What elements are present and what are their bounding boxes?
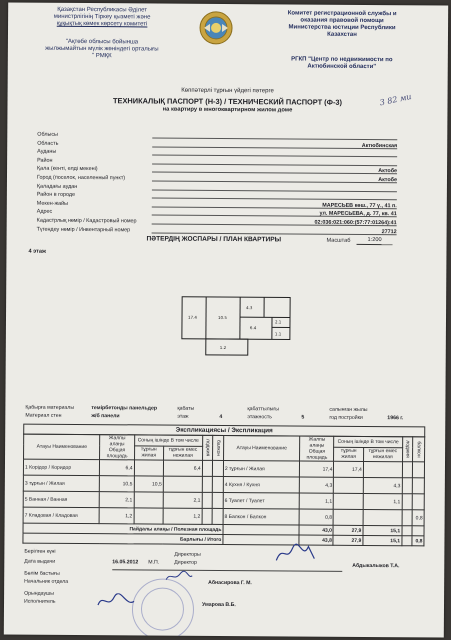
table-cell (163, 476, 202, 492)
address-label: Облысы (37, 131, 58, 138)
director-kz: Директоры (174, 551, 201, 558)
table-cell: 10,5 (100, 476, 134, 492)
table-cell: тұрғын емес нежилая (163, 446, 202, 460)
table-cell: 1 Корідор / Коридор (23, 459, 100, 476)
table-cell: 2,1 (100, 492, 134, 508)
table-cell: тұрғын жилая (334, 447, 363, 461)
stamp-inner-ring (141, 587, 184, 630)
table-cell: 27,9 (333, 525, 362, 535)
address-label: Город (поселок, населенный пункт) (36, 174, 126, 182)
floor-label: 4 этаж (28, 248, 46, 255)
address-value: Актобе (378, 177, 398, 184)
table-cell (202, 492, 213, 508)
scale-value: 1:200 (357, 234, 393, 245)
address-label: Қала (кенті, елді мекені) (37, 166, 98, 173)
table-cell (402, 494, 413, 510)
table-cell: 0,8 (299, 509, 333, 525)
director-name: Абдыкалыков Т.А. (352, 562, 400, 570)
header-line: министрлігінің Тіркеу қызметі және (53, 13, 151, 21)
address-label: Ауданы (37, 148, 57, 155)
header-line: "Ақтөбе облысы бойынша (65, 38, 139, 46)
table-cell: 43,8 (299, 535, 333, 545)
header-line: Актюбинской области" (307, 63, 377, 71)
header-right-ru2 (252, 56, 432, 71)
table-cell: Жалпы алаңы Общая площадь (100, 435, 134, 460)
page-title: ТЕХНИКАЛЫҚ ПАСПОРТ (Н-3) / ТЕХНИЧЕСКИЙ ПАСПОРТ (Ф-3) (113, 96, 343, 107)
floor-ru: этаж (177, 413, 189, 420)
header-line: " РМҚК (91, 53, 112, 60)
address-label: Адрес (36, 209, 53, 216)
header-line: Комитет регистрационной службы и (287, 10, 397, 18)
table-cell: тұрғын жилая (134, 446, 163, 460)
table-cell: 8 Балкон / Балкон (223, 508, 300, 525)
address-label: Мекен-жайы (36, 200, 69, 207)
plan-room-label: 6.4 (249, 325, 257, 331)
director-ru: Директор (174, 559, 197, 566)
table-cell: 17,4 (334, 461, 364, 477)
table-cell: балкон (413, 437, 425, 462)
table-cell: тұрғын емес нежилая (363, 447, 402, 461)
table-cell: 7 Кладовая / Кладовая (23, 507, 100, 524)
wall-val-ru: ж/б панели (91, 413, 120, 420)
exec-kz: Орындаушы (24, 590, 54, 597)
table-cell (334, 493, 364, 509)
exec-signature-icon (96, 593, 136, 616)
table-cell: 6,4 (100, 460, 134, 476)
exec-name: Умарова В.Б. (201, 601, 236, 609)
address-label: Түгендеу нөмір / Инвентарный номер (36, 226, 131, 233)
table-cell: 4 Кухня / Кухня (223, 476, 300, 493)
table-cell (202, 460, 213, 476)
explication-title: Экспликациясы / Экспликация (23, 424, 425, 438)
table-cell: Барлығы / Итого (23, 533, 223, 544)
address-value: 27712 (381, 228, 397, 235)
table-cell: Соның ішінде В том числе (134, 435, 202, 446)
header-left-kz (22, 7, 182, 29)
year-ru: год постройки (329, 414, 363, 421)
table-cell (402, 536, 413, 546)
table-cell (213, 476, 224, 492)
table-cell: Атауы Наименование (24, 434, 101, 460)
address-value: МАРЕСЬЕВ көш., 77 ү., 41 п. (322, 202, 397, 209)
address-value: 02:036:021:060:(57:77:01264):41 (314, 219, 397, 227)
table-cell (202, 476, 213, 492)
year-kz: салынған жылы (329, 406, 368, 413)
wall-val-kz: темірбетонды панельдер (91, 405, 158, 412)
wall-ru: Материал стен (25, 412, 62, 419)
table-cell: 0,8 (412, 536, 424, 546)
table-cell (402, 526, 413, 536)
table-cell (363, 509, 402, 525)
table-cell: 1,2 (100, 508, 134, 524)
table-cell (412, 494, 424, 510)
table-cell (402, 478, 413, 494)
table-cell: балкон (213, 435, 224, 460)
header-line: жылжымайтын мүлік жөніндегі орталығы (45, 45, 159, 53)
plan-room-label: 1.2 (219, 344, 227, 351)
plan-room-label: 1.1 (274, 331, 282, 337)
mp-label: М.П. (148, 559, 160, 566)
table-cell (363, 461, 402, 477)
table-cell: 27,9 (333, 535, 362, 545)
scale-label: Масштаб (326, 237, 351, 244)
issued-date: 16.05.2012 (112, 559, 139, 566)
table-cell: 4,3 (363, 477, 402, 493)
footer (24, 549, 435, 638)
issued-ru: Дата выдачи (24, 558, 56, 565)
plan-room-label: 2.1 (274, 319, 282, 325)
header-line: Қазақстан Республикасы Әділет (57, 6, 148, 14)
plan-room-label: 17.4 (188, 314, 197, 320)
table-cell: 15,1 (363, 525, 402, 535)
table-cell: 4,3 (300, 477, 334, 493)
handwritten-note: 3 82 ми (378, 92, 413, 108)
address-label: Қаладағы аудан (36, 183, 78, 190)
table-cell (213, 460, 224, 476)
address-value: Актюбинская (361, 142, 398, 149)
table-cell (134, 508, 164, 524)
table-cell (412, 526, 424, 536)
table-cell: Пайдалы алаңы / Полезная площадь (23, 523, 223, 534)
material-row (25, 405, 435, 424)
header-line: оказания правовой помощи (300, 17, 384, 25)
table-cell: 10,5 (134, 476, 164, 492)
table-cell: 17,4 (300, 461, 334, 477)
table-cell: Жалпы алаңы Общая площадь (300, 436, 334, 461)
floors-kz: қабаттылығы (247, 406, 280, 413)
address-label: Район в городе (36, 191, 76, 199)
head-name: Абнасирова Г. М. (208, 579, 252, 587)
wall-kz: Қабырға материалы (25, 404, 75, 411)
table-cell (212, 508, 223, 524)
address-row (37, 225, 397, 236)
table-cell: 6,4 (163, 460, 202, 476)
address-label: Кадастрлық нөмір / Кадастровый номер (36, 217, 137, 225)
table-cell: лоджия (202, 435, 213, 460)
table-cell: Соның ішінде В том числе (334, 436, 402, 447)
table-cell: 3 тұрғын / Жилая (23, 475, 100, 492)
header-line: Казахстан (327, 31, 357, 38)
table-cell (412, 478, 424, 494)
table-cell: 43,0 (299, 525, 333, 535)
table-header-row (24, 434, 425, 448)
table-cell: 5 Ванная / Ванная (23, 491, 100, 508)
address-value: ул. МАРЕСЬЕВА, д. 77, кв. 41 (319, 211, 397, 218)
table-total-row (23, 533, 424, 546)
exec-ru: Исполнитель (24, 598, 56, 605)
floor-plan-drawing (176, 289, 296, 362)
head-ru: Начальник отдела (24, 578, 69, 585)
plan-room-label: 10.5 (218, 314, 227, 321)
table-cell (402, 510, 413, 526)
header-right-ru (252, 10, 432, 39)
floor-kz: қабаты (177, 405, 195, 412)
table-cell (333, 509, 363, 525)
header-left-kz2 (22, 39, 182, 61)
table-cell: 1,1 (363, 493, 402, 509)
table-cell: 2 тұрғын / Жилая (223, 460, 300, 477)
floors-val: 5 (301, 414, 305, 421)
header-line: РГКП "Центр по недвижимости по (291, 56, 393, 64)
head-signature-icon (164, 570, 194, 589)
document-page (4, 2, 448, 637)
plan-room-label: 4.3 (246, 305, 253, 311)
state-emblem-icon (198, 10, 234, 46)
floors-ru: этажность (247, 414, 272, 421)
signature-line (112, 569, 342, 572)
table-cell: 1,2 (163, 508, 202, 524)
table-cell (402, 462, 413, 478)
address-label: Район (37, 157, 53, 164)
table-cell: 15,1 (363, 535, 402, 545)
table-cell: Атауы Наименование (223, 435, 300, 461)
table-cell: 1,1 (299, 493, 333, 509)
year-val: 1966 г. (387, 415, 404, 422)
table-cell (134, 460, 164, 476)
address-label: Область (37, 140, 59, 147)
head-kz: Бөлім бастығы (24, 570, 60, 577)
title-kz-sub: Көппәтерлі тұрғын үйдегі пәтерге (181, 87, 274, 95)
address-value: Актобе (378, 168, 398, 175)
table-cell: 2,1 (163, 492, 202, 508)
header-line: құқықтық көмек көрсету комитеті (56, 20, 148, 28)
table-cell (334, 477, 364, 493)
explication-table (22, 434, 425, 547)
issued-kz: Берілген күні (24, 548, 56, 555)
director-signature-icon (274, 542, 324, 569)
header-line: Министерства юстиции Республики (288, 24, 396, 32)
table-cell: 0,8 (412, 510, 424, 526)
table-cell (413, 462, 425, 478)
plan-title: ПӘТЕРДІҢ ЖОСПАРЫ / ПЛАН КВАРТИРЫ (146, 235, 282, 244)
table-cell: 6 Туалет / Туалет (223, 492, 300, 509)
title-ru-sub: на квартиру в многоквартирном жилом доме (162, 106, 293, 114)
table-cell (223, 524, 300, 535)
table-cell (134, 492, 164, 508)
table-cell: лоджия (402, 437, 413, 462)
floor-val: 4 (219, 413, 223, 420)
table-cell (212, 492, 223, 508)
table-cell (202, 508, 213, 524)
